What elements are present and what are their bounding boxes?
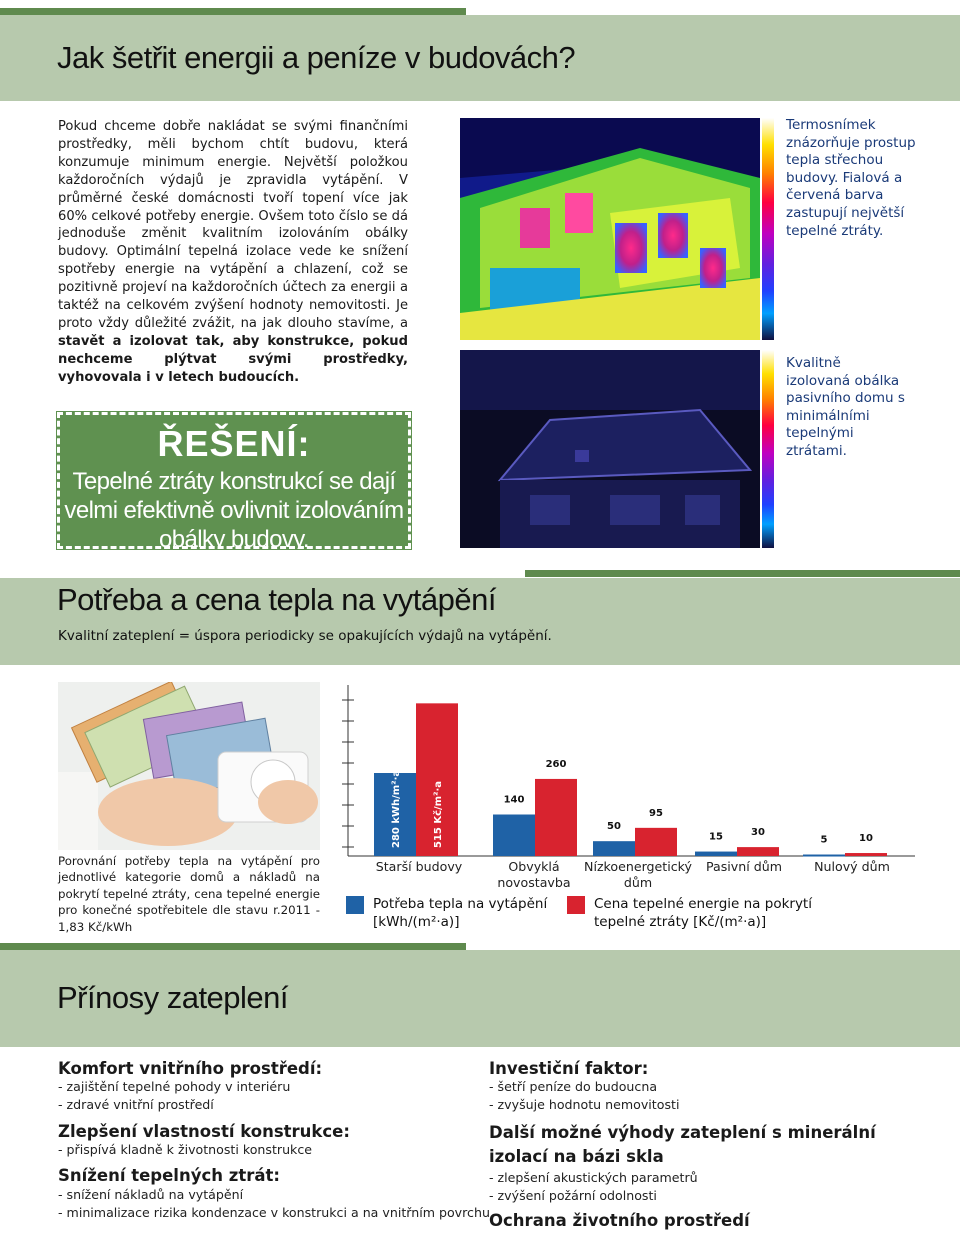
bar-value-label: 140 [503, 794, 525, 806]
section2-accent-line [525, 570, 960, 577]
benefit-item: - šetří peníze do budoucna [489, 1079, 658, 1094]
thermal-scale-top [762, 118, 774, 340]
thermal-scale-bottom [762, 350, 774, 548]
bar-value-label: 95 [649, 807, 663, 819]
chart-caption: Porovnání potřeby tepla na vytápění pro jednotlivé kategorie domů a nákladů na pokrytí tepelné ztráty, cena tepelné energie pro konečné spotřebitele dle stavu r.2011 - 1,83 Kč/kWh [58, 854, 320, 934]
benefit-heading-comfort: Komfort vnitřního prostředí: [58, 1059, 323, 1078]
intro-paragraph [58, 118, 408, 387]
section1-accent-line [0, 8, 466, 15]
category-label: Obvyklá novostavba [497, 859, 571, 890]
solution-heading: ŘEŠENÍ: [157, 423, 311, 464]
benefit-heading-structure: Zlepšení vlastností konstrukce: [58, 1122, 350, 1141]
intro-bold-text: stavět a izolovat tak, aby konstrukce, pokud nechceme plýtvat svými prostředky, vyhovovala i v letech budoucích. [58, 333, 408, 385]
section2-title: Potřeba a cena tepla na vytápění [57, 582, 496, 617]
legend-label-red: Cena tepelné energie na pokrytí tepelné ztráty [Kč/(m²·a)] [594, 896, 812, 930]
thermal-image-passive-house [460, 350, 760, 548]
intro-text-2: Je proto vždy důležité zvážit, na jak dlouho stavíme, a [58, 298, 409, 331]
thermal-caption-top: Termosnímek znázorňuje prostup tepla střechou budovy. Fialová a červená barva zastupují největší tepelné ztráty. [786, 117, 916, 239]
benefit-item: - minimalizace rizika kondenzace v konstrukci a na vnitřním povrchu [58, 1205, 490, 1220]
legend-swatch-blue [346, 896, 364, 914]
category-label: Nulový dům [814, 859, 890, 874]
section3-accent-line [0, 943, 466, 950]
intro-text: Pokud chceme dobře nakládat se svými finančními prostředky, měli bychom chtít budovu, která konzumuje minimum energie. Největší položkou každoročních výdajů je zpravidla vytápění. V průměrné české domácnosti tvoří topení více jak 60% celkové potřeby energie. Ovšem toto číslo se dá jednoduše změnit kvalitním izolováním obálky budovy. Optimální tepelná izolace vede ke snížení spotřeby energie na vytápění a chlazení, což se pozitivně projeví na každoročních účtech za energii a taktéž na celkovém zvýšení hodnoty nemovitosti. [58, 119, 408, 314]
bar-value-label: 260 [545, 758, 567, 770]
bar-value-label: 5 [820, 834, 828, 846]
bar-heat-cost [737, 847, 779, 856]
benefit-heading-heat-loss: Snížení tepelných ztrát: [58, 1166, 280, 1185]
section3-title: Přínosy zateplení [57, 980, 289, 1015]
category-label: Starší budovy [375, 859, 463, 874]
thermal-roof-graphic [460, 118, 760, 340]
bar-value-label: 280 kWh/m²·a [391, 769, 402, 848]
solution-text: Tepelné ztráty konstrukcí se dají velmi efektivně ovlivnit izolováním obálky budovy. [64, 468, 404, 553]
benefit-item: - zvýšení požární odolnosti [489, 1188, 657, 1203]
bar-value-label: 515 Kč/m²·a [433, 780, 444, 848]
benefit-heading-investment: Investiční faktor: [489, 1059, 649, 1078]
money-photo-graphic [58, 682, 320, 850]
legend-label-blue: Potřeba tepla na vytápění [kWh/(m²·a)] [373, 896, 548, 930]
heat-demand-chart [330, 680, 920, 860]
bar-value-label: 10 [859, 833, 873, 845]
bar-heat-cost [535, 779, 577, 856]
bar-heat-demand [803, 855, 845, 857]
bar-value-label: 30 [751, 827, 765, 839]
bar-heat-cost [635, 828, 677, 856]
bar-heat-demand [493, 815, 535, 857]
money-radiator-photo [58, 682, 320, 850]
thermal-image-roof [460, 118, 760, 340]
section2-subtitle: Kvalitní zateplení = úspora periodicky se opakujících výdajů na vytápění. [58, 628, 552, 644]
benefit-item: - snížení nákladů na vytápění [58, 1187, 244, 1202]
category-label: Nízkoenergetický dům [584, 859, 692, 890]
benefit-item: - zlepšení akustických parametrů [489, 1170, 698, 1185]
benefit-heading-environment: Ochrana životního prostředí [489, 1211, 750, 1230]
bar-heat-demand [593, 841, 635, 856]
category-label: Pasivní dům [706, 859, 782, 874]
legend-swatch-red [567, 896, 585, 914]
benefit-item: - zdravé vnitřní prostředí [58, 1097, 214, 1112]
section1-title: Jak šetřit energii a peníze v budovách? [57, 40, 576, 75]
bar-heat-cost [845, 853, 887, 856]
solution-box [57, 412, 411, 553]
benefit-item: - zajištění tepelné pohody v interiéru [58, 1079, 291, 1094]
bar-heat-demand [695, 852, 737, 856]
thermal-caption-bottom: Kvalitně izolovaná obálka pasivního domu s minimálními tepelnými ztrátami. [786, 355, 905, 459]
bar-value-label: 15 [709, 831, 723, 843]
thermal-house-graphic [460, 350, 760, 548]
benefit-item: - přispívá kladně k životnosti konstrukce [58, 1142, 313, 1157]
benefit-item: - zvyšuje hodnotu nemovitosti [489, 1097, 680, 1112]
benefit-heading-other: Další možné výhody zateplení s minerální izolací na bázi skla [489, 1123, 876, 1166]
bar-value-label: 50 [607, 821, 621, 833]
